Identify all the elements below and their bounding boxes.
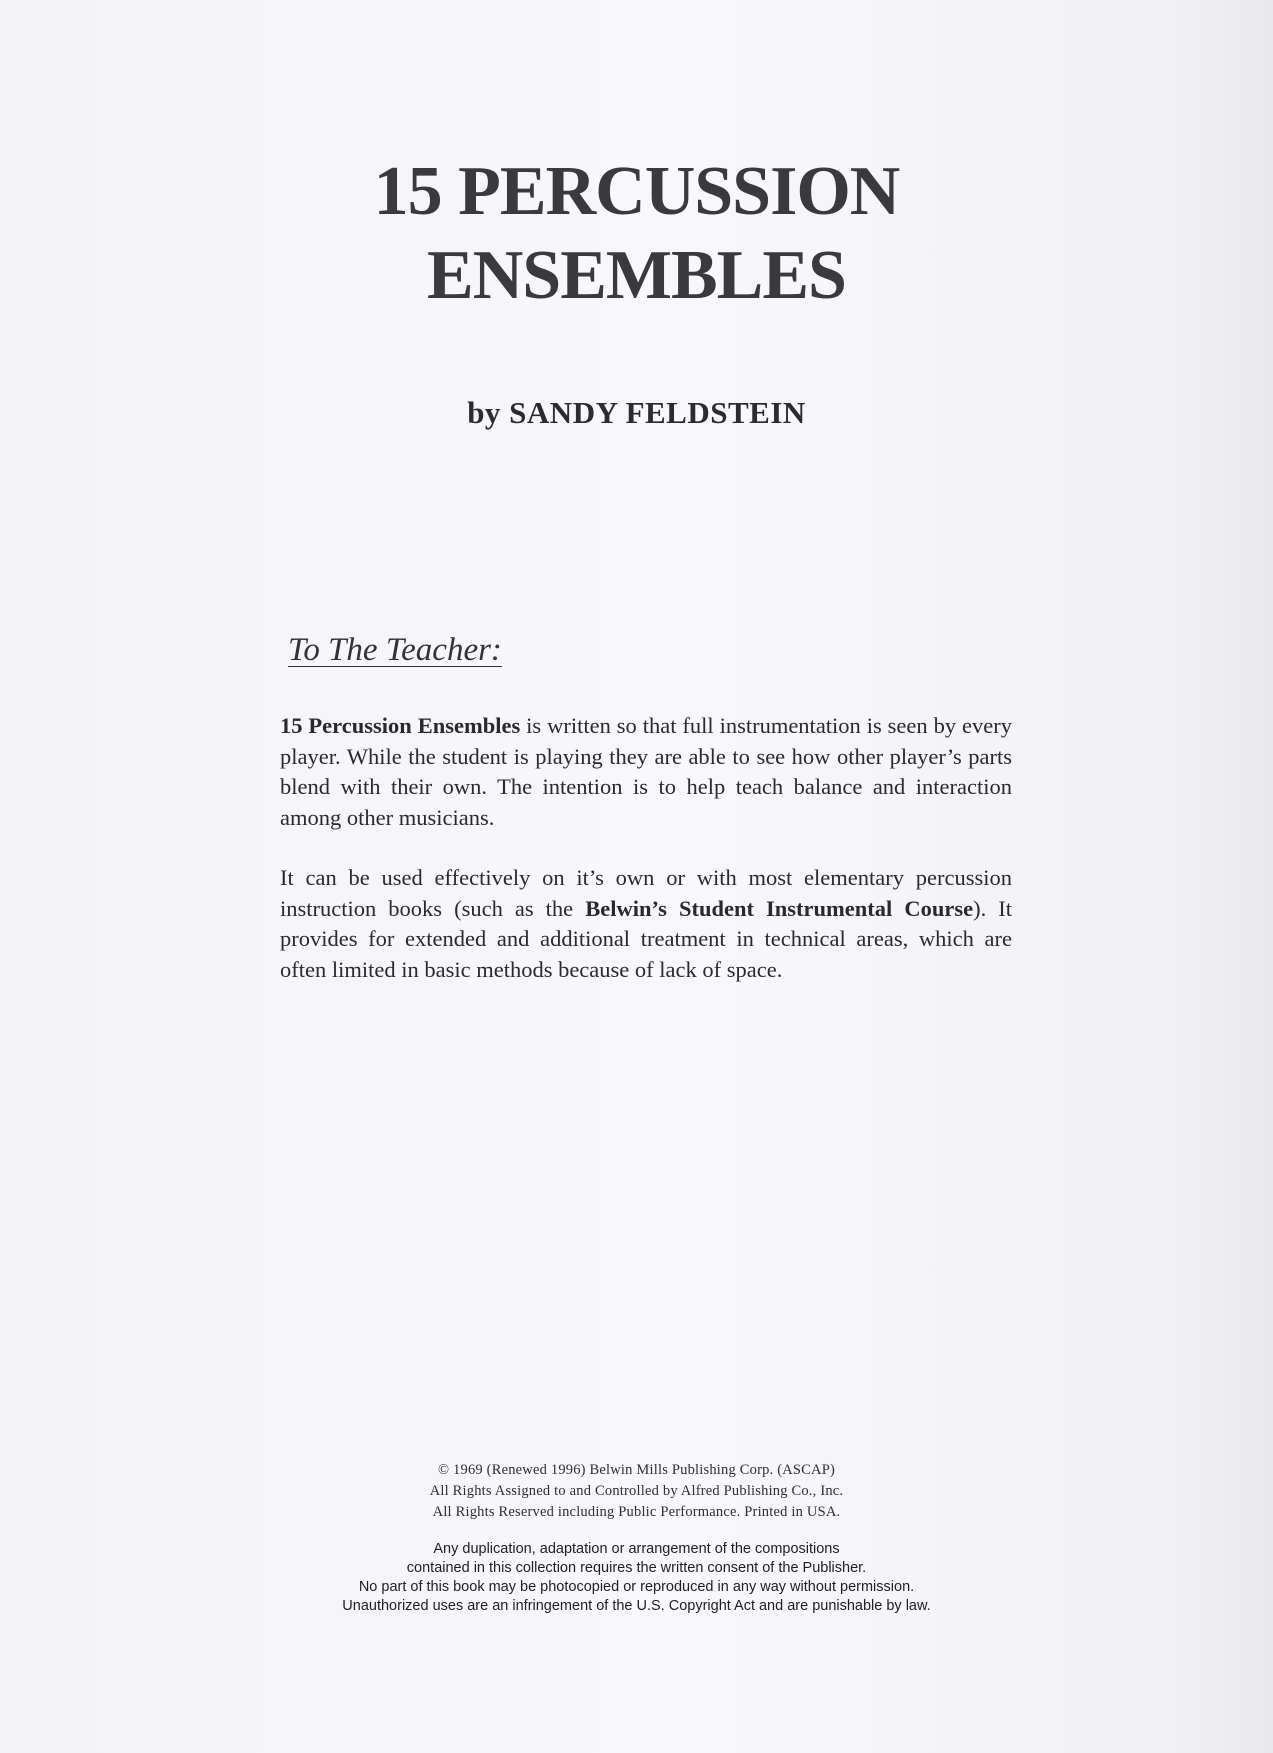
usage-paragraph	[280, 863, 1012, 985]
copyright-line: All Rights Reserved including Public Performance. Printed in USA.	[432, 1504, 841, 1520]
legal-warning	[0, 1540, 1273, 1616]
intro-bold-lead: 15 Percussion Ensembles	[280, 713, 521, 738]
book-title-line1: 15 PERCUSSION	[373, 153, 900, 230]
copyright-notice	[0, 1460, 1273, 1523]
book-title	[0, 150, 1273, 318]
copyright-line: All Rights Assigned to and Controlled by Alfred Publishing Co., Inc.	[429, 1483, 844, 1499]
intro-paragraph	[280, 711, 1012, 833]
copyright-line: © 1969 (Renewed 1996) Belwin Mills Publishing Corp. (ASCAP)	[438, 1462, 835, 1478]
warning-line: Any duplication, adaptation or arrangement of the compositions	[433, 1541, 840, 1557]
usage-text-after: ). It provides for extended and additional treatment in technical areas, which are often limited in basic methods because of lack of space.	[280, 895, 1012, 982]
warning-line: contained in this collection requires the written consent of the Publisher.	[406, 1560, 867, 1576]
teacher-heading: To The Teacher:	[288, 632, 502, 668]
usage-text-before: It can be used effectively on it’s own or with most elementary percussion instruction books (such as the	[280, 865, 1012, 921]
usage-bold-course: Belwin’s Student Instrumental Course	[585, 895, 974, 921]
warning-line: No part of this book may be photocopied or reproduced in any way without permission.	[358, 1579, 915, 1595]
intro-text: is written so that full instrumentation is seen by every player. While the student is playing they are able to see how other player’s parts blend with their own. The intention is to help teach balance and interaction among other musicians.	[280, 713, 1012, 830]
book-title-line2: ENSEMBLES	[427, 237, 846, 314]
author-byline: by SANDY FELDSTEIN	[467, 395, 806, 430]
warning-line: Unauthorized uses are an infringement of the U.S. Copyright Act and are punishable by law.	[342, 1598, 931, 1614]
